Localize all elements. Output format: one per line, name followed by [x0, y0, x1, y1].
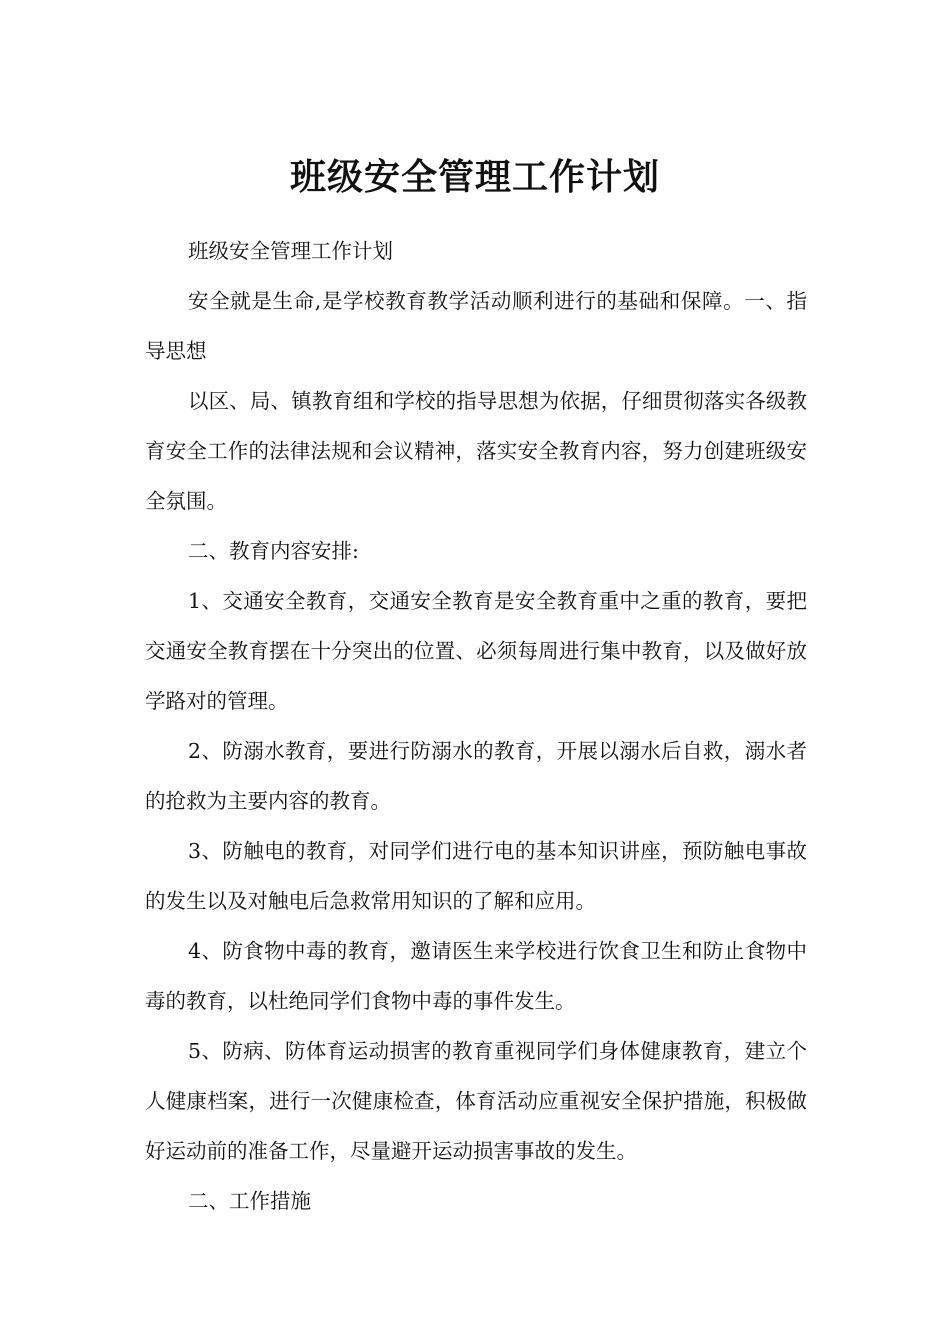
paragraph-sports-injury-prevention: 5、防病、防体育运动损害的教育重视同学们身体健康教育，建立个人健康档案，进行一次健康检查，体育活动应重视安全保护措施，积极做好运动前的准备工作，尽量避开运动损害事故的发生。 — [145, 1039, 807, 1163]
section-heading-work-measures: 二、工作措施 — [188, 1189, 311, 1213]
paragraph-guiding-ideology: 以区、局、镇教育组和学校的指导思想为依据，仔细贯彻落实各级教育安全工作的法律法规和会议精神，落实安全教育内容，努力创建班级安全氛围。 — [145, 389, 807, 513]
paragraph-heading: 班级安全管理工作计划 — [188, 239, 393, 263]
paragraph-drowning-prevention: 2、防溺水教育，要进行防溺水的教育，开展以溺水后自救，溺水者的抢救为主要内容的教育。 — [145, 739, 807, 813]
paragraph-food-poisoning-prevention: 4、防食物中毒的教育，邀请医生来学校进行饮食卫生和防止食物中毒的教育，以杜绝同学们食物中毒的事件发生。 — [145, 939, 807, 1013]
paragraph-intro: 安全就是生命,是学校教育教学活动顺利进行的基础和保障。一、指导思想 — [145, 289, 807, 363]
paragraph-traffic-safety: 1、交通安全教育，交通安全教育是安全教育重中之重的教育，要把交通安全教育摆在十分突出的位置、必须每周进行集中教育，以及做好放学路对的管理。 — [145, 589, 807, 713]
section-heading-education-content: 二、教育内容安排: — [188, 539, 359, 563]
paragraph-electric-shock-prevention: 3、防触电的教育，对同学们进行电的基本知识讲座，预防触电事故的发生以及对触电后急救常用知识的了解和应用。 — [145, 839, 807, 913]
document-body — [145, 226, 807, 1226]
document-title: 班级安全管理工作计划 — [289, 157, 660, 199]
